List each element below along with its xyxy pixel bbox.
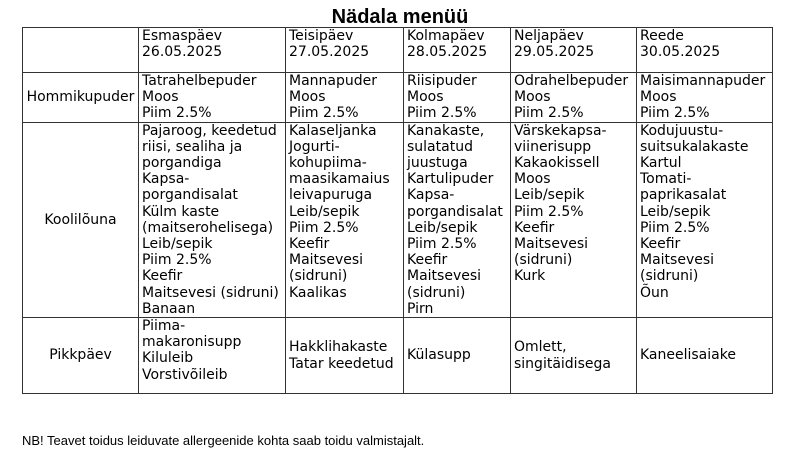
menu-item-line: Leib/sepik: [289, 203, 360, 220]
meal-row: [23, 122, 773, 317]
meal-cell: [139, 318, 286, 394]
menu-item-line: Moos: [142, 89, 179, 106]
menu-item-line: Leib/sepik: [514, 187, 585, 204]
meal-cell: [511, 73, 637, 123]
allergen-note: NB! Teavet toidus leiduvate allergeenide kohta saab toidu valmistajalt.: [22, 433, 425, 448]
menu-item-line: Kanakaste,: [407, 122, 485, 139]
menu-item-line: Leib/sepik: [640, 203, 711, 220]
meal-label: Koolilõuna: [23, 122, 139, 317]
menu-item-line: Pajaroog, keedetud: [142, 122, 277, 139]
menu-item-line: Piim 2.5%: [640, 219, 710, 236]
header-corner-cell: [23, 28, 139, 73]
day-name: Teisipäev: [289, 28, 354, 44]
day-header-cell: [511, 28, 637, 73]
day-date: 27.05.2025: [289, 44, 370, 61]
meal-cell: [139, 73, 286, 123]
menu-item-line: Tatar keedetud: [289, 355, 394, 372]
day-header-cell: [404, 28, 511, 73]
menu-item-line: Maisimannapuder: [640, 73, 766, 89]
menu-item-line: juustuga: [407, 155, 468, 172]
menu-item-line: porgandisalat: [407, 203, 503, 220]
menu-item-line: suitsukalakaste: [640, 138, 749, 155]
menu-item-line: Keefir: [407, 252, 448, 269]
meal-cell: [511, 122, 637, 317]
menu-item-line: Riisipuder: [407, 73, 477, 89]
menu-item-line: Omlett,: [514, 339, 567, 356]
menu-item-line: (sidruni): [514, 252, 573, 269]
menu-item-line: Maitsevesi: [289, 252, 364, 269]
day-date: 30.05.2025: [640, 44, 721, 61]
menu-item-line: Tomati-: [640, 171, 692, 188]
weekly-menu-table: [22, 27, 773, 394]
day-date: 26.05.2025: [142, 44, 223, 61]
menu-item-line: Kalaseljanka: [289, 122, 377, 139]
menu-item-line: Piim 2.5%: [289, 105, 359, 122]
page-title: Nädala menüü: [331, 6, 469, 28]
menu-item-line: Piim 2.5%: [407, 105, 477, 122]
meal-cell: [139, 122, 286, 317]
meal-cell: [286, 122, 404, 317]
day-header-cell: [139, 28, 286, 73]
meal-cell: [404, 122, 511, 317]
menu-item-line: Hakklihakaste: [289, 339, 388, 356]
menu-item-line: Maitsevesi (sidruni): [142, 284, 279, 301]
day-header-cell: [286, 28, 404, 73]
meal-cell: [637, 122, 773, 317]
menu-item-line: Moos: [514, 89, 551, 106]
day-date: 29.05.2025: [514, 44, 595, 61]
meal-cell: [637, 318, 773, 394]
menu-item-line: Kaalikas: [289, 284, 347, 301]
menu-item-line: Leib/sepik: [407, 219, 478, 236]
menu-item-line: Külm kaste: [142, 203, 220, 220]
meal-cell: [286, 318, 404, 394]
menu-item-line: Mannapuder: [289, 73, 377, 89]
menu-item-line: Kaneelisaiake: [640, 347, 736, 364]
menu-item-line: Keefir: [640, 236, 681, 253]
menu-item-line: Piim 2.5%: [514, 203, 584, 220]
day-name: Kolmapäev: [407, 28, 485, 44]
menu-item-line: Tatrahelbepuder: [142, 73, 257, 89]
menu-item-line: leivapuruga: [289, 187, 373, 204]
menu-item-line: Kiluleib: [142, 350, 194, 367]
day-header-cell: [637, 28, 773, 73]
menu-item-line: Jogurti-: [289, 138, 340, 155]
menu-item-line: Maitsevesi: [407, 268, 482, 285]
menu-item-line: kohupiima-: [289, 155, 367, 172]
menu-item-line: Moos: [640, 89, 677, 106]
menu-item-line: Banaan: [142, 300, 196, 317]
meal-label: Hommikupuder: [23, 73, 139, 123]
menu-item-line: Värskekapsa-: [514, 122, 607, 139]
menu-item-line: Moos: [289, 89, 326, 106]
menu-item-line: Piima-: [142, 318, 186, 335]
menu-item-line: Piim 2.5%: [514, 105, 584, 122]
menu-item-line: Piim 2.5%: [640, 105, 710, 122]
menu-item-line: Maitsevesi: [640, 252, 715, 269]
menu-item-line: Piim 2.5%: [289, 219, 359, 236]
menu-item-line: Kurk: [514, 268, 546, 285]
menu-item-line: Maitsevesi: [514, 236, 589, 253]
menu-item-line: Odrahelbepuder: [514, 73, 629, 89]
menu-item-line: Kodujuustu-: [640, 122, 724, 139]
header-row: [23, 28, 773, 73]
menu-item-line: Piim 2.5%: [142, 252, 212, 269]
meal-cell: [404, 318, 511, 394]
menu-item-line: Keefir: [142, 268, 183, 285]
menu-item-line: Külasupp: [407, 347, 471, 364]
menu-item-line: Moos: [407, 89, 444, 106]
menu-item-line: Piim 2.5%: [407, 236, 477, 253]
menu-item-line: makaronisupp: [142, 334, 242, 351]
menu-item-line: Pirn: [407, 300, 434, 317]
menu-item-line: maasikamaius: [289, 171, 390, 188]
menu-item-line: porgandisalat: [142, 187, 238, 204]
meal-label: Pikkpäev: [23, 318, 139, 394]
meal-row: [23, 73, 773, 123]
meal-cell: [286, 73, 404, 123]
menu-item-line: riisi, sealiha ja: [142, 138, 243, 155]
menu-item-line: Kapsa-: [407, 187, 455, 204]
meal-cell: [637, 73, 773, 123]
menu-item-line: Kapsa-: [142, 171, 190, 188]
menu-item-line: Vorstivõileib: [142, 366, 228, 383]
menu-item-line: viinerisupp: [514, 138, 592, 155]
menu-item-line: (sidruni): [289, 268, 348, 285]
menu-item-line: Kartul: [640, 155, 682, 172]
meal-cell: [511, 318, 637, 394]
menu-item-line: Leib/sepik: [142, 236, 213, 253]
day-name: Esmaspäev: [142, 28, 223, 44]
day-name: Neljapäev: [514, 28, 584, 44]
meal-row: [23, 318, 773, 394]
menu-item-line: Õun: [640, 284, 669, 301]
menu-item-line: Keefir: [514, 219, 555, 236]
menu-item-line: paprikasalat: [640, 187, 727, 204]
day-date: 28.05.2025: [407, 44, 488, 61]
menu-item-line: (sidruni): [407, 284, 466, 301]
menu-item-line: Kakaokissell: [514, 155, 600, 172]
menu-item-line: sulatatud: [407, 138, 473, 155]
meal-cell: [404, 73, 511, 123]
menu-item-line: Keefir: [289, 236, 330, 253]
menu-item-line: (sidruni): [640, 268, 699, 285]
menu-item-line: Moos: [514, 171, 551, 188]
menu-item-line: Piim 2.5%: [142, 105, 212, 122]
menu-item-line: porgandiga: [142, 155, 222, 172]
menu-item-line: singitäidisega: [514, 355, 611, 372]
menu-item-line: (maitserohelisega): [142, 219, 274, 236]
day-name: Reede: [640, 28, 684, 44]
menu-item-line: Kartulipuder: [407, 171, 494, 188]
